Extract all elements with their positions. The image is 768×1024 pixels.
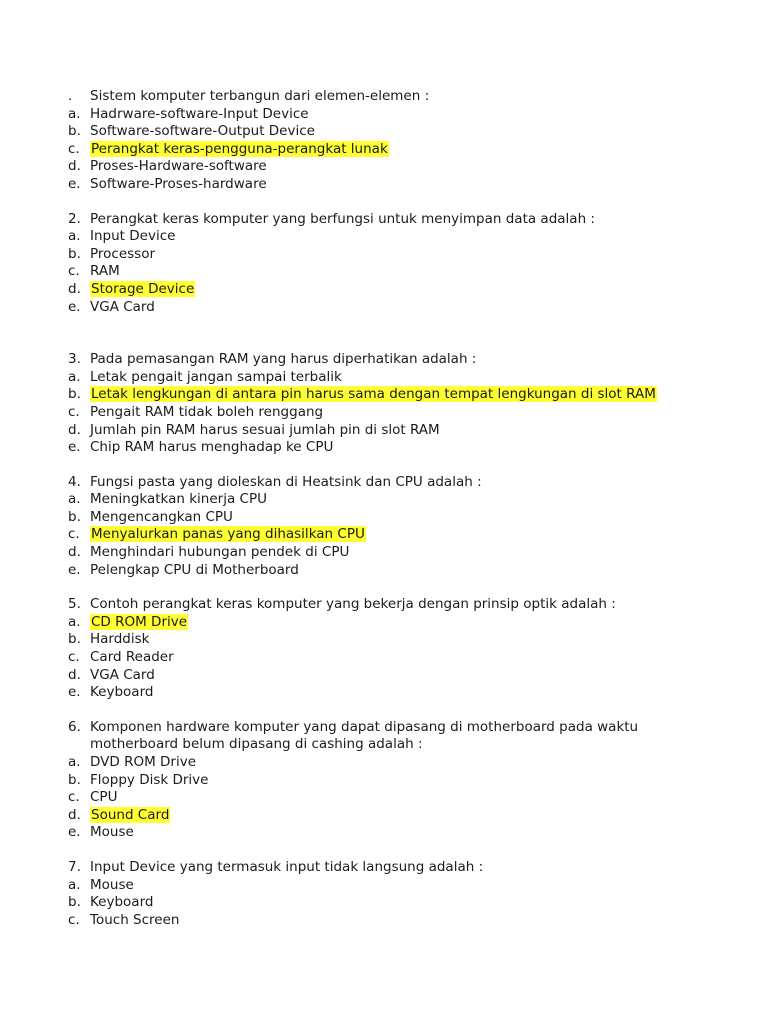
option-letter: b.	[68, 771, 81, 788]
option-c	[68, 141, 748, 159]
option-d	[68, 807, 748, 825]
option-d	[68, 667, 748, 685]
option-text: Mouse	[90, 876, 134, 893]
option-text-highlighted: Storage Device	[91, 280, 195, 297]
option-letter: b.	[68, 894, 81, 911]
option-text: RAM	[90, 263, 120, 280]
option-letter: e.	[68, 684, 81, 701]
option-b	[68, 631, 748, 649]
question-text: Input Device yang termasuk input tidak langsung adalah :	[90, 858, 484, 875]
option-letter: c.	[68, 403, 80, 420]
option-text: Touch Screen	[90, 911, 180, 928]
question-line	[68, 719, 748, 737]
option-e	[68, 562, 748, 580]
option-a	[68, 754, 748, 772]
question-3	[68, 351, 748, 457]
option-b	[68, 894, 748, 912]
option-e	[68, 439, 748, 457]
question-line	[68, 88, 748, 106]
option-letter: b.	[68, 386, 81, 403]
option-letter: e.	[68, 298, 81, 315]
option-d	[68, 281, 748, 299]
option-text: Jumlah pin RAM harus sesuai jumlah pin di slot RAM	[90, 421, 440, 438]
option-letter: a.	[68, 491, 81, 508]
option-letter: a.	[68, 368, 81, 385]
option-text: VGA Card	[90, 666, 155, 683]
option-letter: d.	[68, 666, 81, 683]
option-a	[68, 228, 748, 246]
option-letter: a.	[68, 613, 81, 630]
question-number: 3.	[68, 351, 81, 368]
option-e	[68, 176, 748, 194]
option-letter: a.	[68, 228, 81, 245]
question-number: 7.	[68, 858, 81, 875]
option-a	[68, 369, 748, 387]
option-text: VGA Card	[90, 298, 155, 315]
option-d	[68, 158, 748, 176]
option-c	[68, 649, 748, 667]
option-text: Hadrware-software-Input Device	[90, 105, 309, 122]
option-text: Chip RAM harus menghadap ke CPU	[90, 439, 334, 456]
option-c	[68, 404, 748, 422]
option-text: Harddisk	[90, 631, 150, 648]
question-text: Pada pemasangan RAM yang harus diperhatikan adalah :	[90, 351, 477, 368]
question-line	[68, 211, 748, 229]
option-text: Letak pengait jangan sampai terbalik	[90, 368, 342, 385]
option-b	[68, 246, 748, 264]
option-c	[68, 526, 748, 544]
option-letter: e.	[68, 824, 81, 841]
option-text: Mengencangkan CPU	[90, 508, 233, 525]
option-letter: b.	[68, 245, 81, 262]
option-letter: d.	[68, 280, 81, 297]
option-letter: b.	[68, 123, 81, 140]
option-text: Meningkatkan kinerja CPU	[90, 491, 267, 508]
question-line	[68, 351, 748, 369]
option-text: Mouse	[90, 824, 134, 841]
question-number: 6.	[68, 718, 81, 735]
option-text: Keyboard	[90, 684, 154, 701]
option-a	[68, 106, 748, 124]
option-text: Menghindari hubungan pendek di CPU	[90, 544, 350, 561]
option-text: Keyboard	[90, 894, 154, 911]
option-a	[68, 614, 748, 632]
question-2	[68, 211, 748, 317]
option-letter: e.	[68, 439, 81, 456]
option-d	[68, 422, 748, 440]
option-letter: d.	[68, 806, 81, 823]
question-line	[68, 859, 748, 877]
question-number: 4.	[68, 473, 81, 490]
option-letter: d.	[68, 158, 81, 175]
question-text: Contoh perangkat keras komputer yang bekerja dengan prinsip optik adalah :	[90, 596, 616, 613]
option-letter: b.	[68, 508, 81, 525]
question-text: Komponen hardware komputer yang dapat dipasang di motherboard pada waktu	[90, 718, 639, 735]
option-e	[68, 299, 748, 317]
option-letter: c.	[68, 911, 80, 928]
question-number: 5.	[68, 596, 81, 613]
question-5	[68, 596, 748, 702]
option-text: DVD ROM Drive	[90, 754, 197, 770]
option-letter: c.	[68, 140, 80, 157]
question-text: Sistem komputer terbangun dari elemen-elemen :	[90, 88, 430, 104]
option-letter: e.	[68, 175, 81, 192]
question-7	[68, 859, 748, 929]
option-letter: d.	[68, 544, 81, 561]
option-e	[68, 824, 748, 842]
question-4	[68, 474, 748, 580]
option-text-highlighted: Letak lengkungan di antara pin harus sama dengan tempat lengkungan di slot RAM	[91, 386, 656, 403]
option-text: Processor	[90, 245, 156, 262]
option-text-highlighted: Sound Card	[91, 806, 170, 823]
option-text-highlighted: Menyalurkan panas yang dihasilkan CPU	[91, 526, 365, 543]
question-text-continuation: motherboard belum dipasang di cashing adalah :	[90, 736, 423, 753]
question-text: Perangkat keras komputer yang berfungsi untuk menyimpan data adalah :	[90, 210, 595, 227]
option-letter: b.	[68, 631, 81, 648]
option-b	[68, 509, 748, 527]
option-c	[68, 263, 748, 281]
option-letter: a.	[68, 754, 81, 770]
option-text: Software-Proses-hardware	[90, 175, 267, 192]
option-letter: d.	[68, 421, 81, 438]
option-letter: a.	[68, 105, 81, 122]
option-text: CPU	[90, 789, 118, 806]
option-letter: c.	[68, 649, 80, 666]
option-a	[68, 491, 748, 509]
question-line	[68, 474, 748, 492]
option-c	[68, 789, 748, 807]
question-number: 2.	[68, 210, 81, 227]
question-1	[68, 88, 748, 194]
option-text: Pengait RAM tidak boleh renggang	[90, 403, 324, 420]
option-letter: c.	[68, 263, 80, 280]
question-line-continuation	[68, 736, 748, 754]
option-text: Pelengkap CPU di Motherboard	[90, 561, 299, 578]
question-number: .	[68, 88, 73, 104]
option-text: Floppy Disk Drive	[90, 771, 209, 788]
option-e	[68, 684, 748, 702]
option-letter: e.	[68, 561, 81, 578]
option-text: Input Device	[90, 228, 176, 245]
option-a	[68, 877, 748, 895]
option-b	[68, 772, 748, 790]
option-text-highlighted: Perangkat keras-pengguna-perangkat lunak	[91, 140, 388, 157]
option-text-highlighted: CD ROM Drive	[91, 613, 188, 630]
option-letter: c.	[68, 789, 80, 806]
option-text: Software-software-Output Device	[90, 123, 315, 140]
question-line	[68, 596, 748, 614]
question-6	[68, 719, 748, 842]
option-text: Proses-Hardware-software	[90, 158, 267, 175]
option-c	[68, 912, 748, 930]
option-text: Card Reader	[90, 649, 174, 666]
question-text: Fungsi pasta yang dioleskan di Heatsink dan CPU adalah :	[90, 473, 482, 490]
option-letter: a.	[68, 876, 81, 893]
option-b	[68, 123, 748, 141]
option-b	[68, 386, 748, 404]
option-letter: c.	[68, 526, 80, 543]
option-d	[68, 544, 748, 562]
quiz-document	[68, 88, 748, 929]
